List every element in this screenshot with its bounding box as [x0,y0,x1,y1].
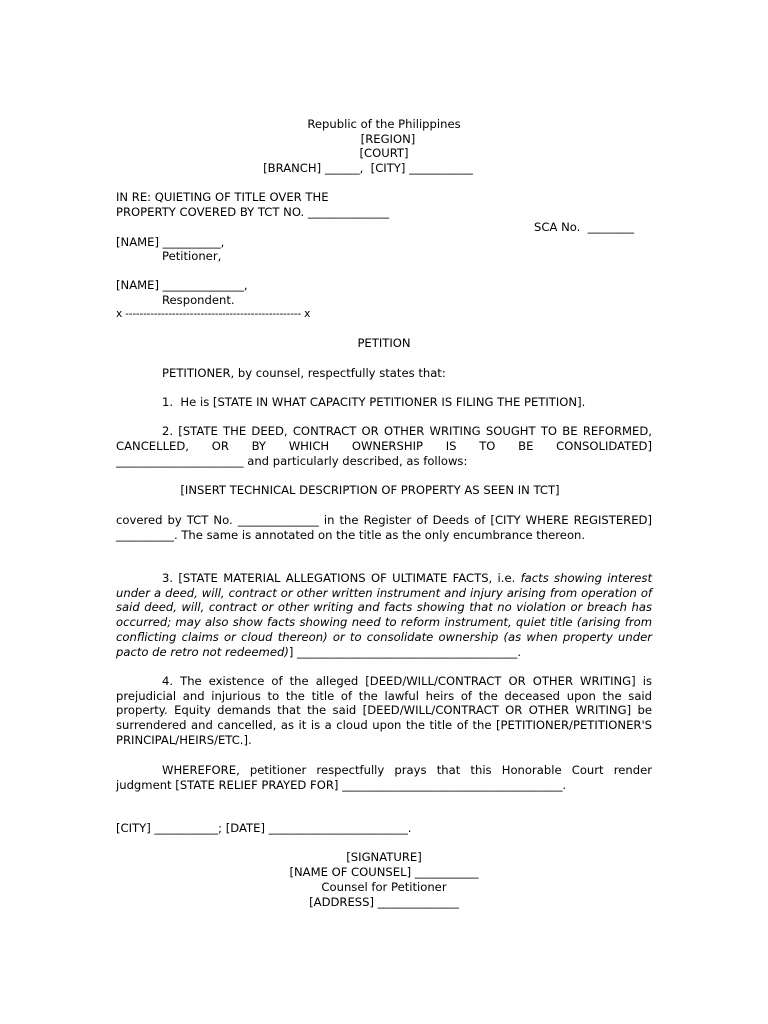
respondent-name: [NAME] ______________, [116,278,248,292]
branch-city-line: [BRANCH] ______, [CITY] ___________ [263,161,473,175]
counsel-address-line: [ADDRESS] ______________ [309,895,459,909]
signature-line: [SIGNATURE] [346,850,422,864]
petitioner-name: [NAME] __________, [116,235,225,249]
covered-paragraph: covered by TCT No. ______________ in the Register of Deeds of [CITY WHERE REGISTERED] __________. The same is annotated on the title as the only encumbrance thereon. [116,513,652,542]
in-re-line-2: PROPERTY COVERED BY TCT NO. ______________ [116,205,390,219]
counsel-name-line: [NAME OF COUNSEL] ___________ [289,865,479,879]
place-date-line: [CITY] ___________; [DATE] ________________________. [116,821,412,835]
region-line: [REGION] [360,132,416,146]
paragraph-2-line-3: ______________________ and particularly described, as follows: [116,454,468,468]
respondent-role: Respondent. [162,293,235,307]
counsel-role-line: Counsel for Petitioner [321,880,447,894]
technical-description: [INSERT TECHNICAL DESCRIPTION OF PROPERTY AS SEEN IN TCT] [180,483,560,497]
court-line: [COURT] [359,146,409,160]
document-title: PETITION [357,336,411,350]
paragraph-4: 4. The existence of the alleged [DEED/WILL/CONTRACT OR OTHER WRITING] is prejudicial and injurious to the title of the lawful heirs of the deceased upon the said property. Equity demands that the said [DEED/WILL/CONTRACT OR OTHER WRITING] be surrendered and cancelled, as it is a cloud upon the title of the [PETITIONER/PETITIONER'S PRINCIPAL/HEIRS/ETC.]. [116,674,652,747]
sca-number: SCA No. ________ [534,220,635,234]
republic-line: Republic of the Philippines [307,117,461,131]
in-re-line-1: IN RE: QUIETING OF TITLE OVER THE [116,190,329,204]
paragraph-3 [116,571,652,659]
wherefore-paragraph: WHEREFORE, petitioner respectfully prays that this Honorable Court render judgment [STATE RELIEF PRAYED FOR] ______________________________________. [116,763,652,792]
caption-divider: x ------------------------------------------------- x [116,308,311,320]
paragraph-2-line-2: CANCELLED, OR BY WHICH OWNERSHIP IS TO BE CONSOLIDATED] [116,439,652,453]
paragraph-2-line-1: 2. [STATE THE DEED, CONTRACT OR OTHER WRITING SOUGHT TO BE REFORMED, [162,424,652,438]
paragraph-1: 1. He is [STATE IN WHAT CAPACITY PETITIONER IS FILING THE PETITION]. [162,395,586,409]
paragraph-3-italic: facts showing interest under a deed, will, contract or other written instrument and injury arising from operation of said deed, will, contract or other writing and facts showing that no violation or breach has occurred; may also show facts showing need to reform instrument, quiet title (arising from conflicting claims or cloud thereon) or to consolidate ownership (as when property under pacto de retro not redeemed) [116,571,652,659]
paragraph-3-lead: 3. [STATE MATERIAL ALLEGATIONS OF ULTIMATE FACTS, i.e. [162,571,521,585]
intro-paragraph: PETITIONER, by counsel, respectfully states that: [162,366,446,380]
petitioner-role: Petitioner, [162,249,222,263]
paragraph-3-tail: ] ______________________________________. [288,644,522,659]
